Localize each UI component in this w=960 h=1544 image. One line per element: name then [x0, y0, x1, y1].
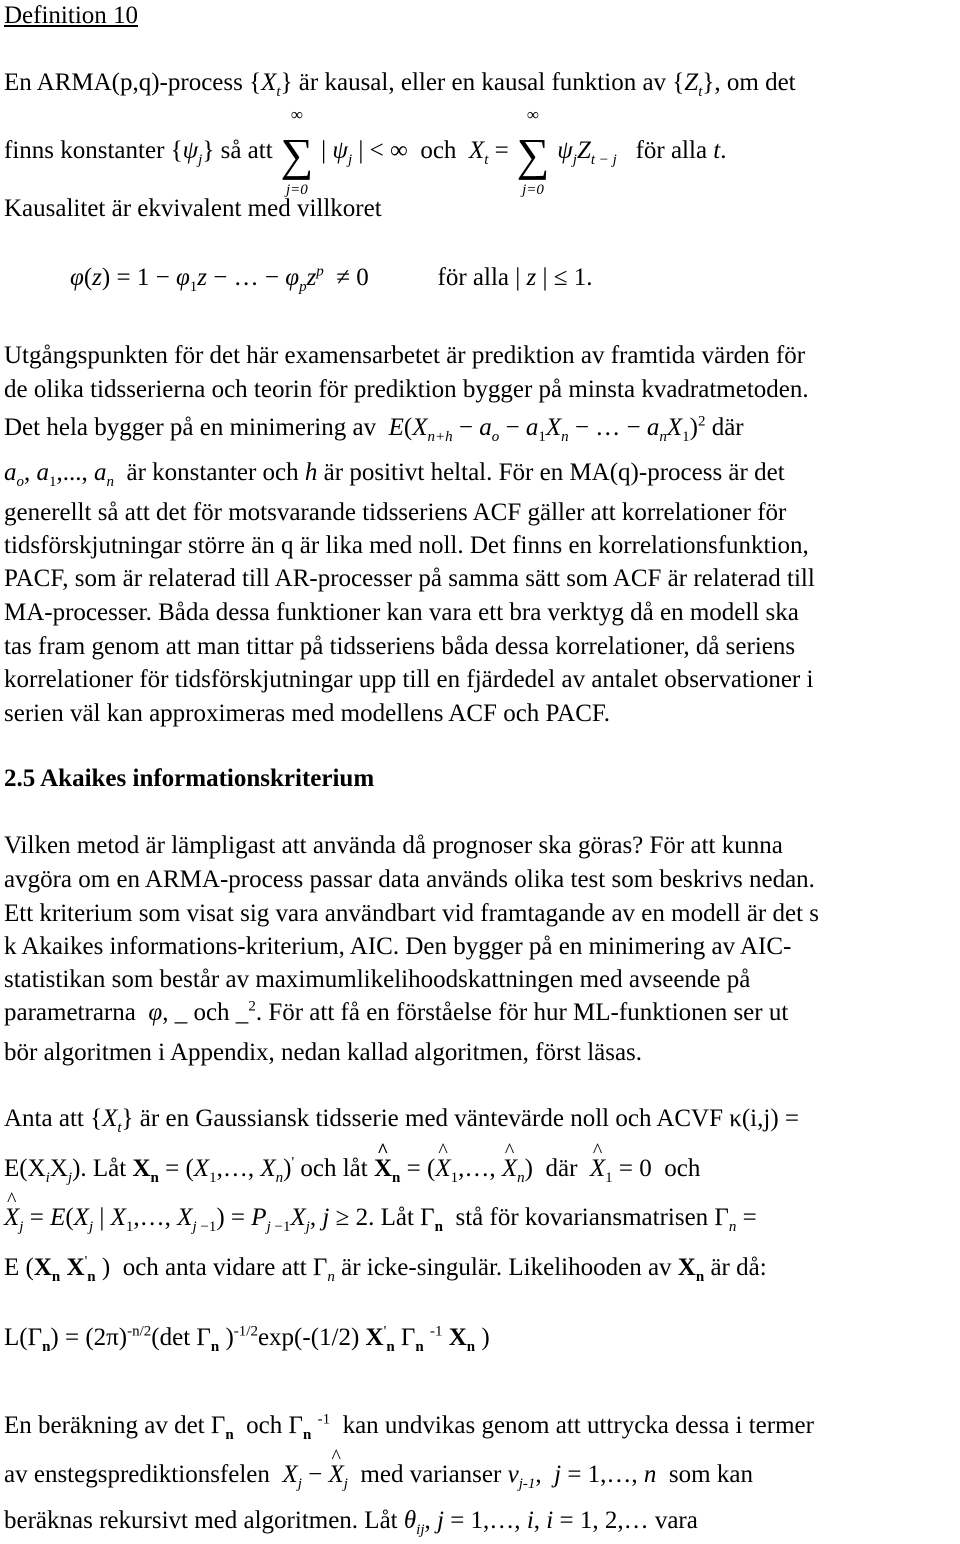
- definition-line-2: finns konstanter $\{\psi_j\}$ så att ∞ ∑ j=0 | $\psi_j$ | < ∞ och $X_t$ = ∞ ∑ j=0 $\psi_jZ_{t - j}$ för alla t.: [4, 105, 727, 198]
- para2-line-6: parametrarna φ, _ och _$^2$. För att få en förståelse för hur ML-funktionen ser ut: [4, 998, 789, 1026]
- para2-line-2: avgöra om en ARMA-process passar data används olika test som beskrivs nedan.: [4, 866, 815, 893]
- definition-heading: Definition 10: [4, 2, 139, 29]
- para2-line-5: statistikan som består av maximumlikelihoodskattningen med avseende på: [4, 966, 751, 993]
- para1-line-2: de olika tidsserierna och teorin för prediktion bygger på minsta kvadratmetoden.: [4, 376, 809, 403]
- sum-symbol: ∞ ∑ j=0: [516, 105, 550, 198]
- para3-line-3: ^ $X_j = E(X_j$ | $X_1,\dots$, $X_j$ $_{-1}) = P_j$ $_{-1}X_j$, j ≥ 2. Låt $\Gamma_n$ stå för kovariansmatrisen $\Gamma_n$ =: [4, 1205, 757, 1230]
- para1-line-1: Utgångspunkten för det här examensarbetet är prediktion av framtida värden för: [4, 342, 806, 369]
- section-heading: 2.5 Akaikes informationskriterium: [4, 765, 375, 792]
- definition-line-1: En ARMA(p,q)-process $\{X_t\}$ är kausal, eller en kausal funktion av $\{Z_t\}$, om det: [4, 69, 796, 100]
- para2-line-3: Ett kriterium som visat sig vara användbart vid framtagande av en modell är det s: [4, 900, 820, 927]
- para4-line-1: En beräkning av $\det \Gamma_n$ och $\Gamma_n$ $^{-1}$ kan undvikas genom att uttrycka dessa i termer: [4, 1411, 814, 1443]
- para1-line-3: Det hela bygger på en minimering av $E(X_{n+h} - a_o - a_1X_n$ − … − $a_nX_1)^2$ där: [4, 413, 744, 445]
- para1-line-4: $a_o$, $a_1$,..., $a_n$ är konstanter och h är positivt heltal. För en MA(q)-process är det: [4, 459, 785, 490]
- para3-line-4: E ($X_n$ $X'_n$ ) och anta vidare att $\Gamma_n$ är icke-singulär. Likelihooden av $X_n$ är då:: [4, 1253, 767, 1285]
- para2-line-7: bör algoritmen i Appendix, nedan kallad algoritmen, först läsas.: [4, 1039, 643, 1066]
- likelihood-formula: $L(\Gamma_n) = (2\pi)^{-n/2}(\det$ $\Gamma_n$ )$^{-1/2}$exp(-(1/2) $X'_n$ $\Gamma_n$ $^{-1}$ $X_n$ ): [4, 1323, 490, 1355]
- causality-condition: $\varphi(z) = 1 - \varphi_1z$ − … − $\varphi_pz^p \ne 0$ för alla | z | ≤ 1.: [70, 263, 593, 295]
- para2-line-1: Vilken metod är lämpligast att använda då prognoser ska göras? För att kunna: [4, 832, 783, 859]
- para1-line-6: tidsförskjutningar större än q är lika med noll. Det finns en korrelationsfunktion,: [4, 532, 809, 559]
- para3-line-1: Anta att $\{X_t\}$ är en Gaussiansk tidsserie med väntevärde noll och ACVF κ(i,j) =: [4, 1105, 799, 1136]
- para1-line-9: tas fram genom att man tittar på tidsseriens båda dessa korrelationer, då seriens: [4, 633, 796, 660]
- para1-line-8: MA-processer. Båda dessa funktioner kan vara ett bra verktyg då en modell ska: [4, 599, 799, 626]
- definition-line-3: Kausalitet är ekvivalent med villkoret: [4, 195, 382, 222]
- para3-line-2: $E(X_iX_j)$. Låt $X_n$ = ($X_1,\dots$, $X_n)'$ och låt ^ $X_n$ = (^ $X_1,\dots$, ^ $X_n$) där ^ $X_1 = 0$ och: [4, 1156, 700, 1181]
- para1-line-11: serien väl kan approximeras med modellens ACF och PACF.: [4, 700, 611, 727]
- para1-line-10: korrelationer för tidsförskjutningar upp till en fjärdedel av antalet observationer i: [4, 666, 814, 693]
- para4-line-3: beräknas rekursivt med algoritmen. Låt $\theta_{ij}$, j = 1,…, i, i = 1, 2,… vara: [4, 1507, 698, 1538]
- para2-line-4: k Akaikes informations-kriterium, AIC. Den bygger på en minimering av AIC-: [4, 933, 792, 960]
- para4-line-2: av enstegsprediktionsfelen $X_j$ − ^ $X_j$ med varianser $v_{j-1}$, j = 1,…, n som kan: [4, 1462, 753, 1487]
- sum-symbol: ∞ ∑ j=0: [280, 105, 314, 198]
- para1-line-5: generellt så att det för motsvarande tidsseriens ACF gäller att korrelationer för: [4, 499, 787, 526]
- para1-line-7: PACF, som är relaterad till AR-processer på samma sätt som ACF är relaterad till: [4, 565, 815, 592]
